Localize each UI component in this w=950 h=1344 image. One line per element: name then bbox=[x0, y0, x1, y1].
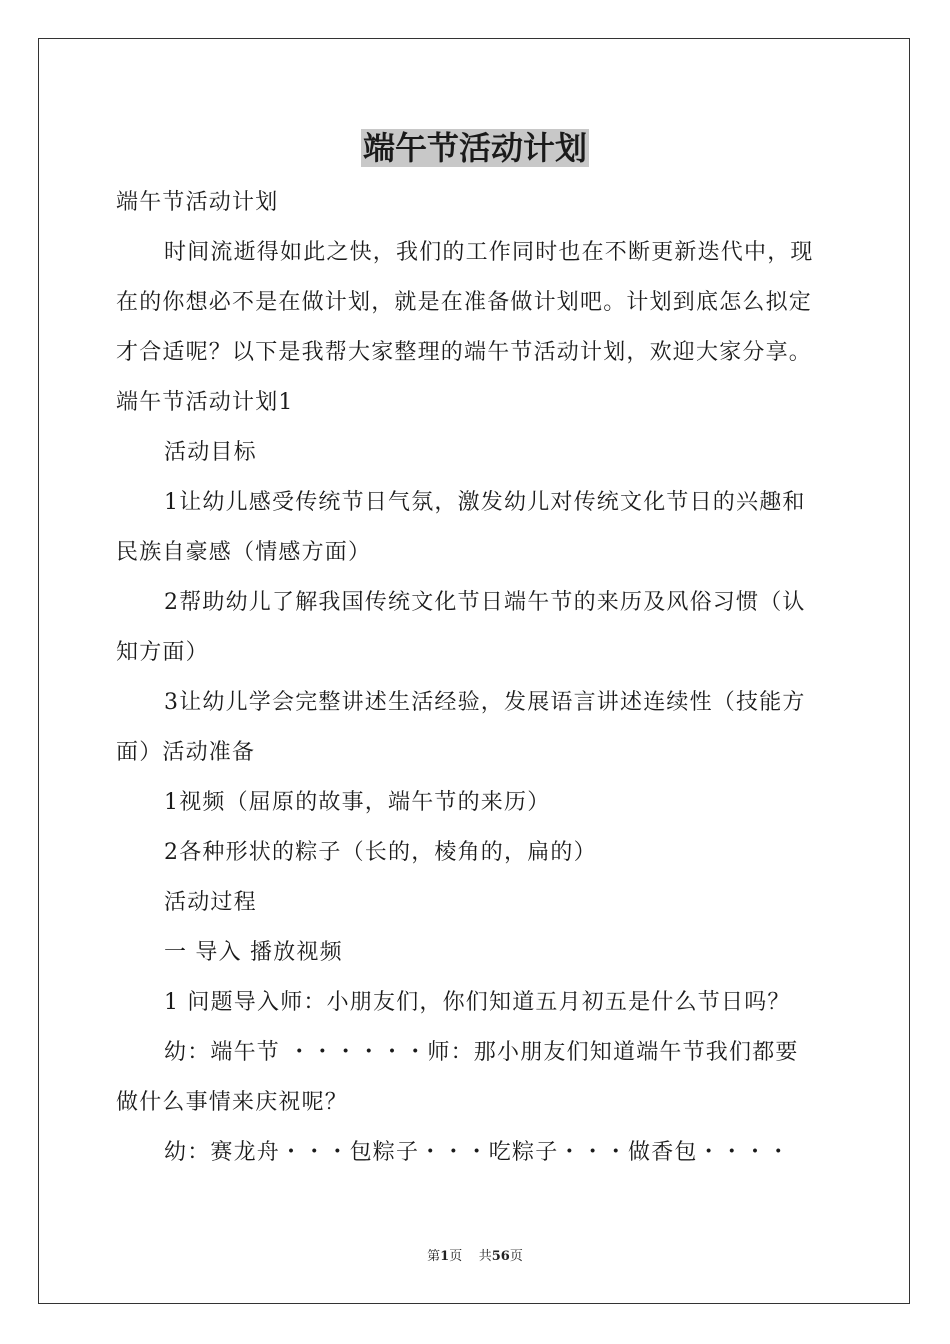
body-line: 幼：赛龙舟・・・包粽子・・・吃粽子・・・做香包・・・・ bbox=[164, 1140, 791, 1165]
body-line: 知方面） bbox=[116, 640, 209, 665]
body-line: 2帮助幼儿了解我国传统文化节日端午节的来历及风俗习惯（认 bbox=[164, 590, 806, 615]
footer-page-prefix: 第 bbox=[427, 1249, 441, 1264]
footer-total-suffix: 页 bbox=[509, 1249, 523, 1264]
page-footer bbox=[0, 1248, 950, 1266]
body-line: 在的你想必不是在做计划，就是在准备做计划吧。计划到底怎么拟定 bbox=[116, 290, 813, 315]
body-line: 一 导入 播放视频 bbox=[164, 940, 343, 965]
body-line: 1 问题导入师：小朋友们，你们知道五月初五是什么节日吗？ bbox=[164, 990, 791, 1015]
document-title-text: 端午节活动计划 bbox=[362, 129, 587, 167]
body-line: 端午节活动计划 bbox=[116, 190, 279, 215]
document-title bbox=[0, 128, 950, 168]
body-line: 活动过程 bbox=[164, 890, 257, 915]
body-line: 时间流逝得如此之快，我们的工作同时也在不断更新迭代中，现 bbox=[164, 240, 814, 265]
body-line: 民族自豪感（情感方面） bbox=[116, 540, 372, 565]
footer-total-pages: 56 bbox=[491, 1249, 510, 1264]
body-line: 面）活动准备 bbox=[116, 740, 256, 765]
body-line: 1让幼儿感受传统节日气氛，激发幼儿对传统文化节日的兴趣和 bbox=[164, 490, 806, 515]
body-line: 2各种形状的粽子（长的，棱角的，扁的） bbox=[164, 840, 597, 865]
body-line: 1视频（屈原的故事，端午节的来历） bbox=[164, 790, 551, 815]
footer-total-prefix: 共 bbox=[478, 1249, 492, 1264]
body-line: 幼：端午节 ・・・・・・师：那小朋友们知道端午节我们都要 bbox=[164, 1040, 799, 1065]
body-line: 3让幼儿学会完整讲述生活经验，发展语言讲述连续性（技能方 bbox=[164, 690, 806, 715]
footer-page-suffix: 页 bbox=[449, 1249, 463, 1264]
footer-page-number: 1 bbox=[440, 1249, 450, 1264]
body-line: 才合适呢？以下是我帮大家整理的端午节活动计划，欢迎大家分享。 bbox=[116, 340, 813, 365]
body-line: 做什么事情来庆祝呢？ bbox=[116, 1090, 349, 1115]
document-body bbox=[116, 178, 836, 1178]
body-line: 活动目标 bbox=[164, 440, 257, 465]
body-line: 端午节活动计划1 bbox=[116, 390, 294, 415]
